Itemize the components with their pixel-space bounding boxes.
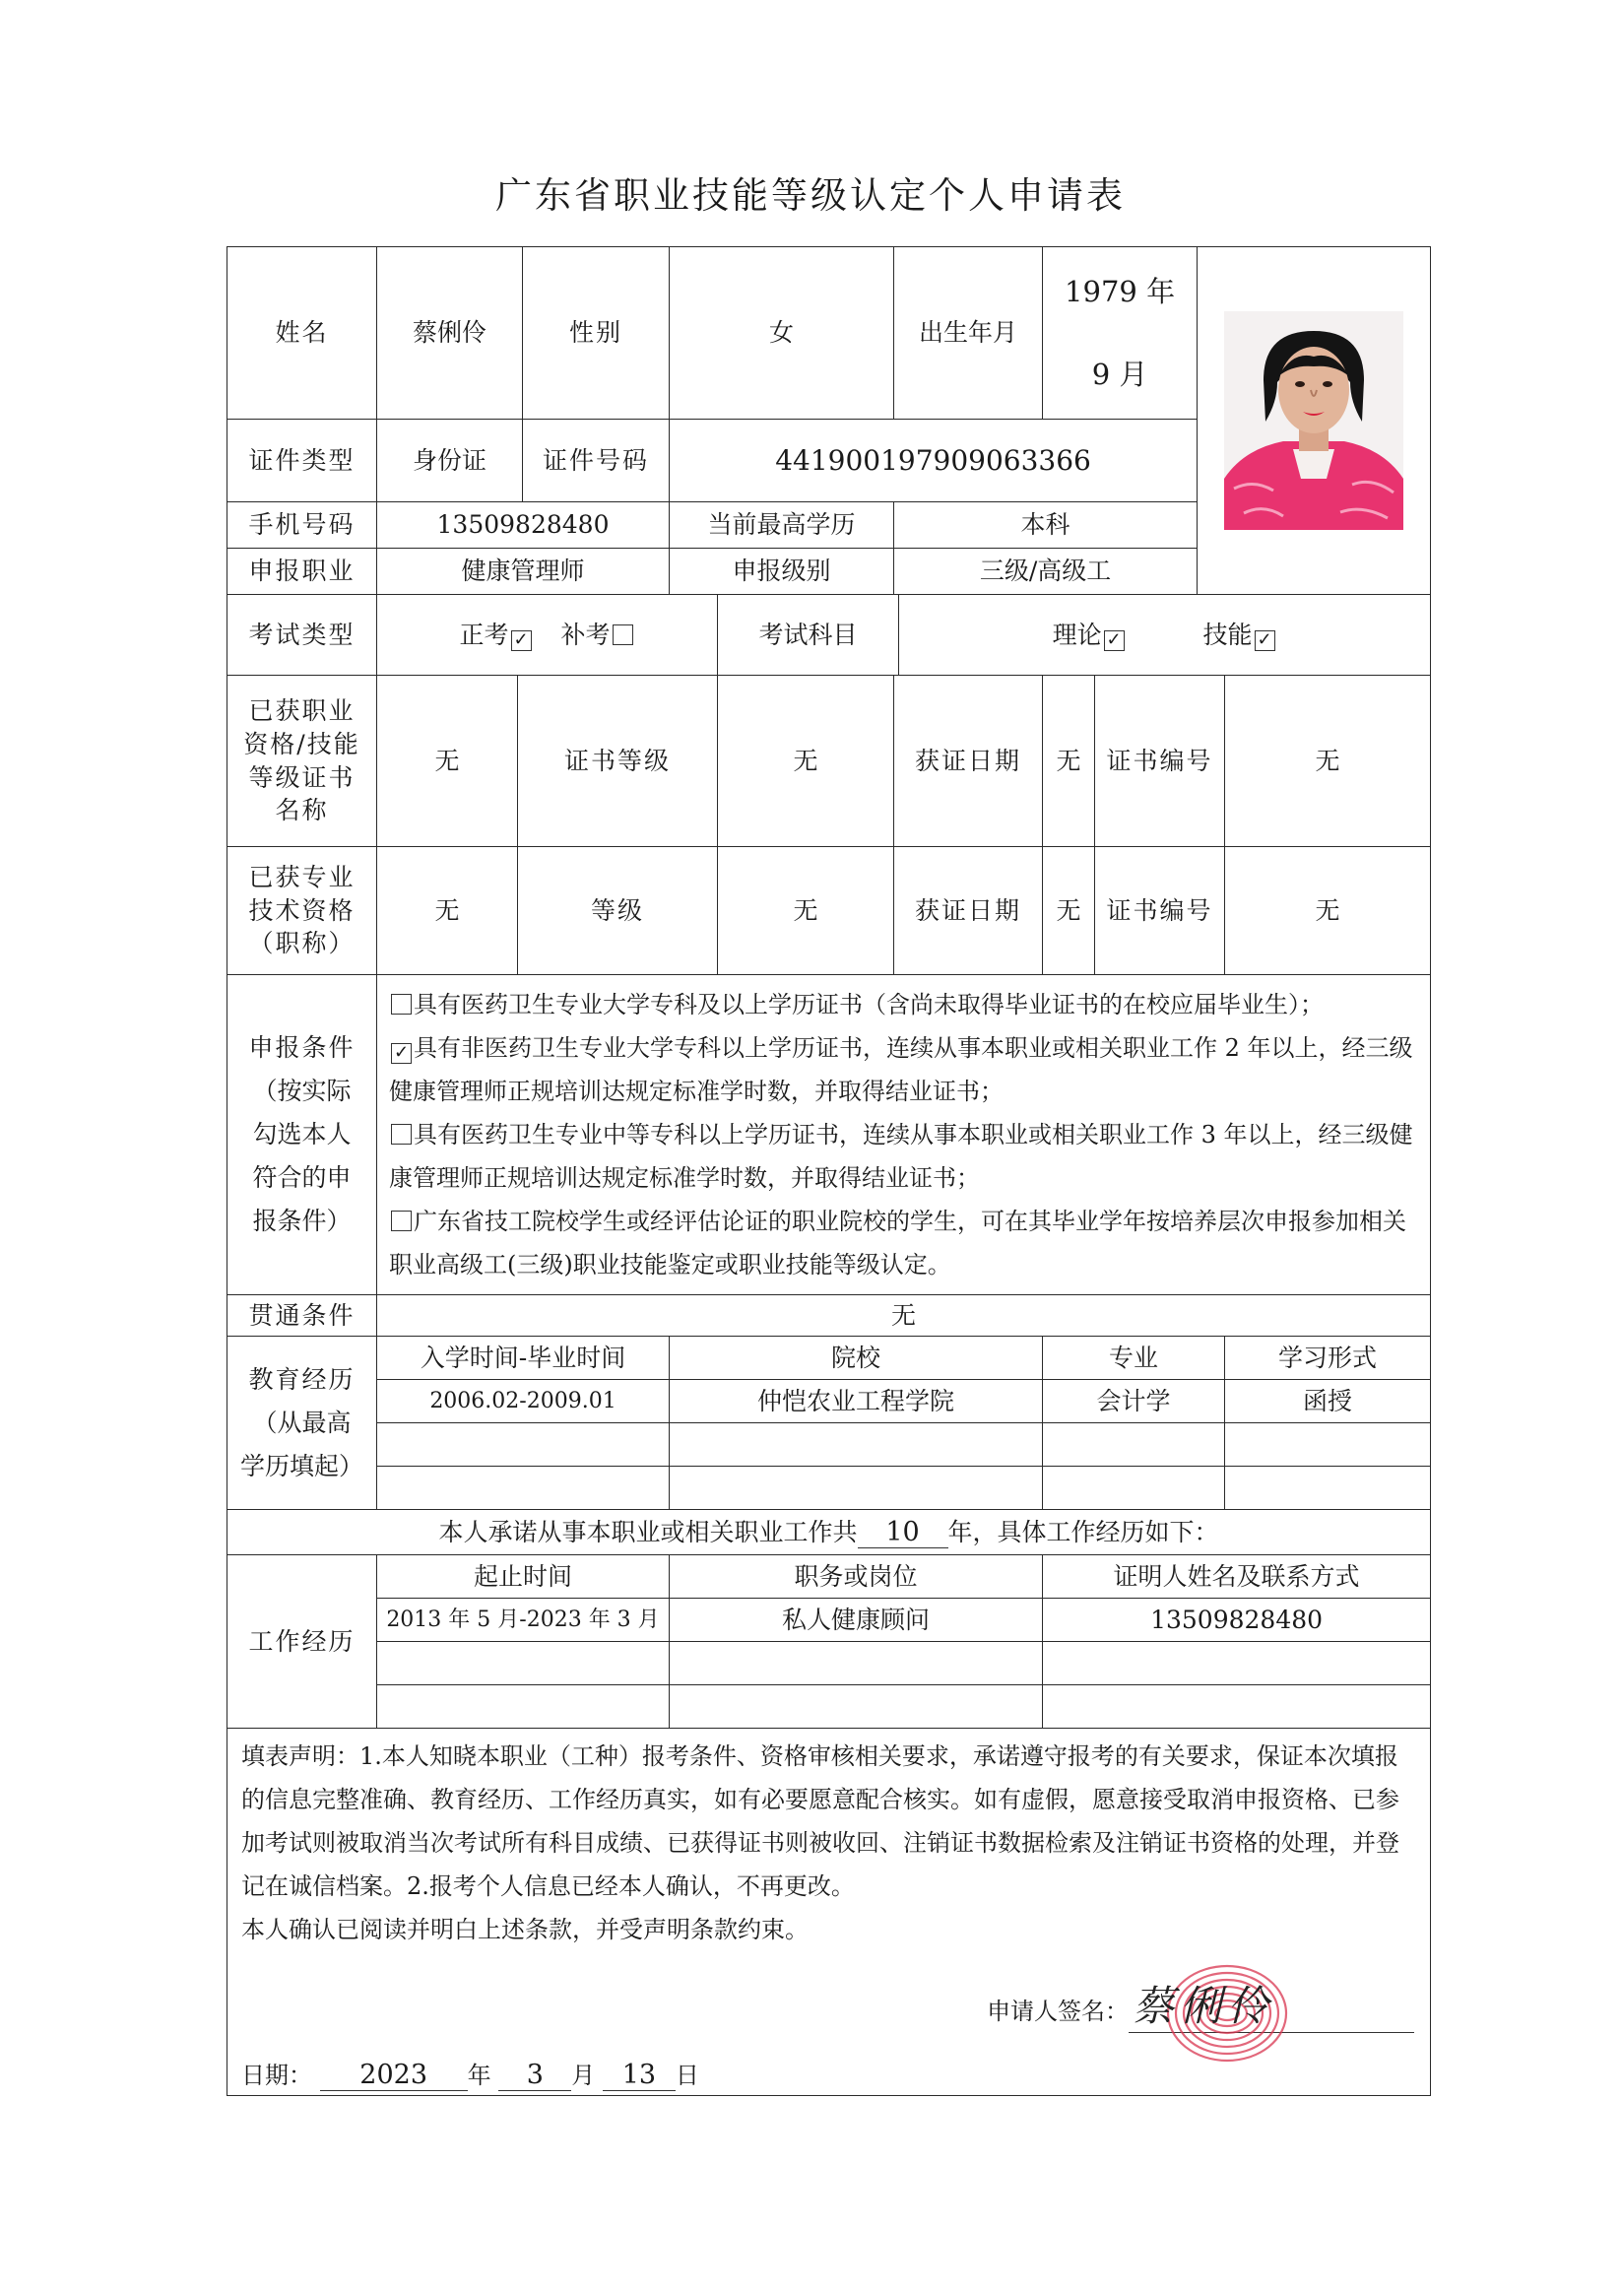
- work-header-period: 起止时间: [377, 1555, 670, 1599]
- qualification-name[interactable]: 无: [377, 676, 518, 847]
- through-value[interactable]: 无: [377, 1295, 1431, 1337]
- table-row: [227, 1380, 1431, 1423]
- work-reference[interactable]: 13509828480: [1043, 1599, 1431, 1642]
- makeup-exam-option[interactable]: 补考: [560, 621, 634, 649]
- id-type-value[interactable]: 身份证: [377, 420, 523, 502]
- work-years[interactable]: 10: [858, 1518, 948, 1548]
- education-major[interactable]: [1043, 1423, 1225, 1467]
- birth-value[interactable]: [1043, 247, 1198, 420]
- exam-type-options: [377, 595, 718, 676]
- exam-subject-label: 考试科目: [718, 595, 899, 676]
- gender-value[interactable]: 女: [670, 247, 894, 420]
- professional-date-label: 获证日期: [894, 847, 1043, 975]
- work-position[interactable]: [670, 1685, 1043, 1729]
- professional-no-label: 证书编号: [1095, 847, 1225, 975]
- qualification-date-label: 获证日期: [894, 676, 1043, 847]
- qualification-no[interactable]: 无: [1225, 676, 1431, 847]
- photo-cell: [1198, 247, 1431, 595]
- education-school[interactable]: [670, 1467, 1043, 1510]
- professional-no[interactable]: 无: [1225, 847, 1431, 975]
- qualification-grade-label: 证书等级: [518, 676, 718, 847]
- table-row: [227, 1685, 1431, 1729]
- work-promise: 本人承诺从事本职业或相关职业工作共 10 年，具体工作经历如下：: [227, 1510, 1431, 1555]
- skill-option[interactable]: 技能 ✓: [1203, 621, 1277, 649]
- qualification-no-label: 证书编号: [1095, 676, 1225, 847]
- table-row: [227, 1423, 1431, 1467]
- skill-checkbox[interactable]: ✓: [1255, 630, 1275, 651]
- gender-label: 性别: [523, 247, 670, 420]
- id-no-label: 证件号码: [523, 420, 670, 502]
- work-period[interactable]: 2013 年 5 月-2023 年 3 月: [377, 1599, 670, 1642]
- declaration: [227, 1729, 1431, 2096]
- professional-date[interactable]: 无: [1043, 847, 1095, 975]
- education-major[interactable]: [1043, 1467, 1225, 1510]
- conditions-list: [377, 975, 1431, 1295]
- applicant-photo: [1224, 311, 1403, 530]
- name-label: 姓名: [227, 247, 377, 420]
- conditions-label: 申报条件 （按实际 勾选本人 符合的申 报条件）: [227, 975, 377, 1295]
- condition-checkbox[interactable]: [391, 1211, 412, 1231]
- application-form: [227, 246, 1431, 2096]
- makeup-exam-checkbox[interactable]: [613, 624, 633, 645]
- job-value[interactable]: 健康管理师: [377, 549, 670, 595]
- edu-label: 当前最高学历: [670, 502, 894, 549]
- condition-checkbox[interactable]: [391, 1124, 412, 1145]
- level-label: 申报级别: [670, 549, 894, 595]
- declaration-text: 填表声明：1.本人知晓本职业（工种）报考条件、资格审核相关要求，承诺遵守报考的有关要求，保证本次填报的信息完整准确、教育经历、工作经历真实，如有必要愿意配合核实。如有虚假，愿意接受取消申报资格、已参加考试则被取消当次考试所有科目成绩、已获得证书则被收回、注销证书数据检索及注销证书资格的处理，并登记在诚信档案。2.报考个人信息已经本人确认，不再更改。: [241, 1742, 1399, 1900]
- job-label: 申报职业: [227, 549, 377, 595]
- condition-checkbox[interactable]: ✓: [391, 1043, 412, 1064]
- education-header-major: 专业: [1043, 1337, 1225, 1380]
- professional-grade-label: 等级: [518, 847, 718, 975]
- condition-item[interactable]: 具有医药卫生专业大学专科及以上学历证书（含尚未取得毕业证书的在校应届毕业生）；: [389, 983, 1418, 1026]
- education-form[interactable]: 函授: [1225, 1380, 1431, 1423]
- signature-line: 申请人签名： 蔡俐伶: [987, 1990, 1414, 2033]
- through-label: 贯通条件: [227, 1295, 377, 1337]
- professional-grade[interactable]: 无: [718, 847, 894, 975]
- education-header-form: 学习形式: [1225, 1337, 1431, 1380]
- handwritten-signature: 蔡俐伶: [1133, 1982, 1275, 2030]
- education-school[interactable]: [670, 1423, 1043, 1467]
- work-position[interactable]: 私人健康顾问: [670, 1599, 1043, 1642]
- work-header-reference: 证明人姓名及联系方式: [1043, 1555, 1431, 1599]
- theory-checkbox[interactable]: ✓: [1104, 630, 1125, 651]
- date-month[interactable]: 3: [498, 2061, 571, 2091]
- education-period[interactable]: [377, 1423, 670, 1467]
- id-type-label: 证件类型: [227, 420, 377, 502]
- work-label: 工作经历: [227, 1555, 377, 1729]
- qualification-date[interactable]: 无: [1043, 676, 1095, 847]
- education-form[interactable]: [1225, 1423, 1431, 1467]
- birth-month: 9 月: [1091, 358, 1148, 391]
- work-header-position: 职务或岗位: [670, 1555, 1043, 1599]
- qualification-label: 已获职业 资格/技能 等级证书 名称: [227, 676, 377, 847]
- work-period[interactable]: [377, 1685, 670, 1729]
- exam-subject-options: [899, 595, 1431, 676]
- level-value[interactable]: 三级/高级工: [894, 549, 1198, 595]
- date-line: 日期： 2023 年 3 月 13 日: [241, 2060, 699, 2090]
- phone-label: 手机号码: [227, 502, 377, 549]
- education-label: 教育经历 （从最高 学历填起）: [227, 1337, 377, 1510]
- education-major[interactable]: 会计学: [1043, 1380, 1225, 1423]
- education-school[interactable]: 仲恺农业工程学院: [670, 1380, 1043, 1423]
- date-day[interactable]: 13: [603, 2061, 676, 2091]
- page-title: 广东省职业技能等级认定个人申请表: [495, 174, 1126, 217]
- exam-type-label: 考试类型: [227, 595, 377, 676]
- education-period[interactable]: 2006.02-2009.01: [377, 1380, 670, 1423]
- id-no-value[interactable]: 441900197909063366: [670, 420, 1198, 502]
- condition-item[interactable]: ✓ 具有非医药卫生专业大学专科以上学历证书，连续从事本职业或相关职业工作 2 年以上，经三级健康管理师正规培训达规定标准学时数，并取得结业证书；: [389, 1034, 1413, 1105]
- condition-item[interactable]: 广东省技工院校学生或经评估论证的职业院校的学生，可在其毕业学年按培养层次申报参加相关职业高级工(三级)职业技能鉴定或职业技能等级认定。: [389, 1208, 1406, 1279]
- qualification-grade[interactable]: 无: [718, 676, 894, 847]
- work-position[interactable]: [670, 1642, 1043, 1685]
- education-header-school: 院校: [670, 1337, 1043, 1380]
- table-row: [227, 1642, 1431, 1685]
- birth-label: 出生年月: [894, 247, 1043, 420]
- regular-exam-option[interactable]: 正考 ✓: [460, 621, 534, 649]
- edu-value[interactable]: 本科: [894, 502, 1198, 549]
- professional-label: 已获专业 技术资格 （职称）: [227, 847, 377, 975]
- work-period[interactable]: [377, 1642, 670, 1685]
- education-form[interactable]: [1225, 1467, 1431, 1510]
- phone-value[interactable]: 13509828480: [377, 502, 670, 549]
- regular-exam-checkbox[interactable]: ✓: [511, 630, 532, 651]
- table-row: [227, 1467, 1431, 1510]
- education-header-period: 入学时间-毕业时间: [377, 1337, 670, 1380]
- education-period[interactable]: [377, 1467, 670, 1510]
- table-row: [227, 1599, 1431, 1642]
- declaration-confirm: 本人确认已阅读并明白上述条款，并受声明条款约束。: [241, 1916, 809, 1943]
- theory-option[interactable]: 理论 ✓: [1053, 621, 1127, 649]
- work-reference[interactable]: [1043, 1685, 1431, 1729]
- name-value[interactable]: 蔡俐伶: [377, 247, 523, 420]
- condition-item[interactable]: 具有医药卫生专业中等专科以上学历证书，连续从事本职业或相关职业工作 3 年以上，经三级健康管理师正规培训达规定标准学时数，并取得结业证书；: [389, 1121, 1413, 1192]
- professional-name[interactable]: 无: [377, 847, 518, 975]
- date-year[interactable]: 2023: [320, 2061, 468, 2091]
- work-reference[interactable]: [1043, 1642, 1431, 1685]
- condition-checkbox[interactable]: [391, 994, 412, 1015]
- birth-year: 1979 年: [1065, 275, 1176, 308]
